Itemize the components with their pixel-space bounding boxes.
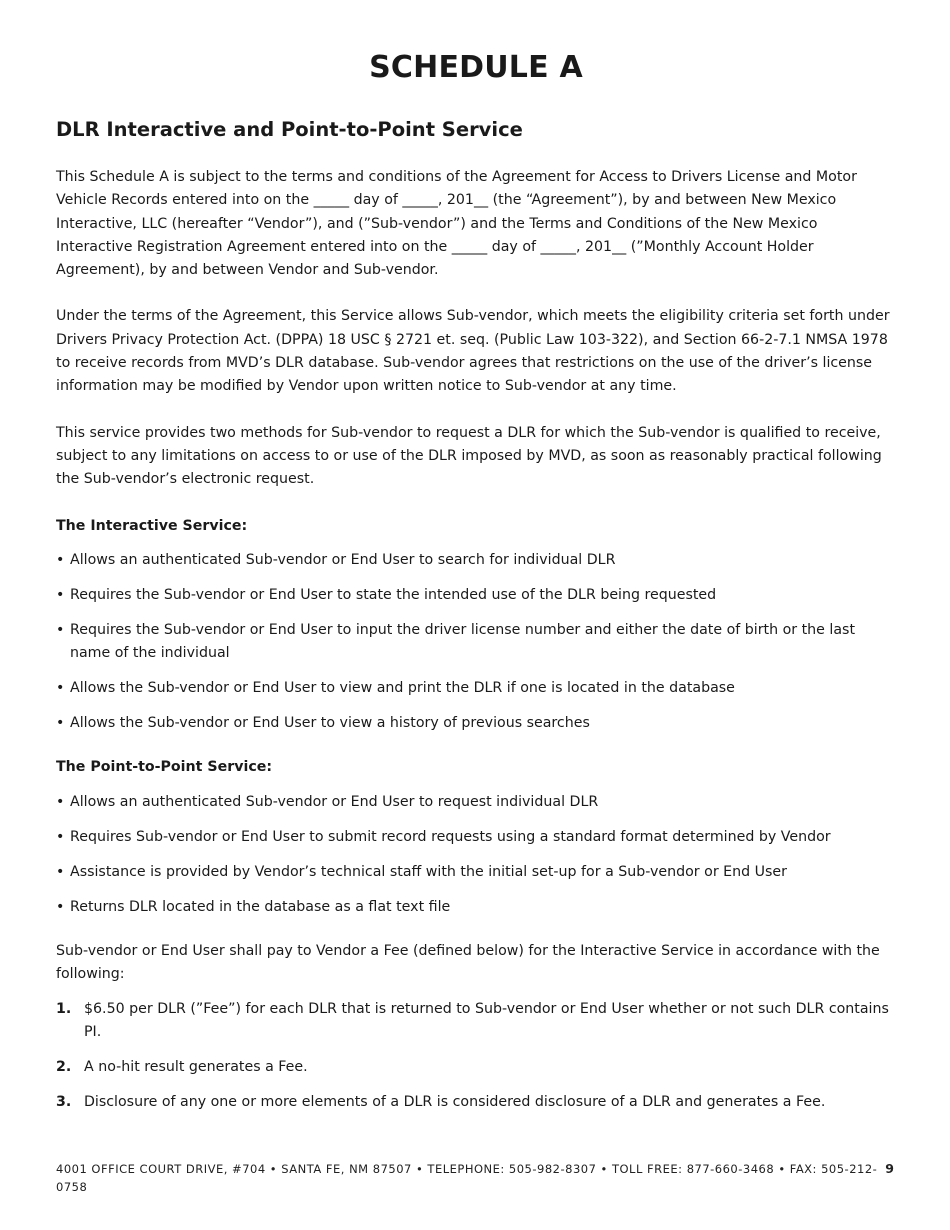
bullet-icon: • <box>56 793 65 810</box>
list-item-text: Allows an authenticated Sub-vendor or End User to search for individual DLR <box>70 551 616 568</box>
fee-list <box>56 998 898 1115</box>
terms-paragraph: Under the terms of the Agreement, this Service allows Sub-vendor, which meets the eligibility criteria set forth under Drivers Privacy Protection Act. (DPPA) 18 USC § 2721 et. seq. (Public Law 103-322), and Section 66-2-7.1 NMSA 1978 to receive records from MVD’s DLR database. Sub-vendor agrees that restrictions on the use of the driver’s license information may be modified by Vendor upon written notice to Sub-vendor at any time. <box>56 308 890 395</box>
intro-paragraph: This Schedule A is subject to the terms and conditions of the Agreement for Access to Drivers License and Motor Vehicle Records entered into on the _____ day of _____, 201__ (the “Agreement”), by and between New Mexico Interactive, LLC (hereafter “Vendor”), and (”Sub-vendor”) and the Terms and Conditions of the New Mexico Interactive Registration Agreement entered into on the _____ day of _____, 201__ (”Monthly Account Holder Agreement), by and between Vendor and Sub-vendor. <box>56 169 857 279</box>
list-item-text: Allows the Sub-vendor or End User to view and print the DLR if one is located in the database <box>70 680 735 697</box>
bullet-icon: • <box>56 586 65 603</box>
fee-item-text: $6.50 per DLR (”Fee”) for each DLR that is returned to Sub-vendor or End User whether or not such DLR contains PI. <box>84 1000 889 1040</box>
list-item <box>56 619 898 666</box>
fee-intro-paragraph: Sub-vendor or End User shall pay to Vendor a Fee (defined below) for the Interactive Service in accordance with the following: <box>56 942 880 983</box>
bullet-icon: • <box>56 828 65 845</box>
interactive-service-heading: The Interactive Service: <box>56 517 248 534</box>
interactive-service-list <box>56 549 898 736</box>
fee-item <box>56 1091 898 1114</box>
methods-paragraph: This service provides two methods for Sub-vendor to request a DLR for which the Sub-vendor is qualified to receive, subject to any limitations on access to or use of the DLR imposed by MVD, as soon as reasonably practical following the Sub-vendor’s electronic request. <box>56 424 882 488</box>
list-item <box>56 826 898 849</box>
fee-item-number: 3. <box>56 1093 72 1110</box>
list-item-text: Requires the Sub-vendor or End User to state the intended use of the DLR being requested <box>70 586 717 603</box>
list-item <box>56 677 898 700</box>
list-item <box>56 712 898 735</box>
page-number: 9 <box>885 1161 894 1176</box>
page-footer <box>56 1160 896 1194</box>
bullet-icon: • <box>56 863 65 880</box>
list-item-text: Allows an authenticated Sub-vendor or End User to request individual DLR <box>70 793 599 810</box>
list-item-text: Requires Sub-vendor or End User to submit record requests using a standard format determined by Vendor <box>70 828 831 845</box>
section-title: DLR Interactive and Point-to-Point Service <box>56 118 523 141</box>
list-item <box>56 896 898 919</box>
list-item <box>56 549 898 572</box>
bullet-icon: • <box>56 898 65 915</box>
bullet-icon: • <box>56 715 65 732</box>
bullet-icon: • <box>56 680 65 697</box>
fee-item-number: 2. <box>56 1058 72 1075</box>
point-to-point-service-heading: The Point-to-Point Service: <box>56 759 273 776</box>
fee-item-text: A no-hit result generates a Fee. <box>84 1058 308 1075</box>
fee-item-text: Disclosure of any one or more elements of a DLR is considered disclosure of a DLR and generates a Fee. <box>84 1093 826 1110</box>
list-item <box>56 861 898 884</box>
footer-address: 4001 OFFICE COURT DRIVE, #704 • SANTA FE, NM 87507 • TELEPHONE: 505-982-8307 • TOLL FREE: 877-660-3468 • FAX: 505-212-0758 <box>56 1162 878 1194</box>
list-item <box>56 584 898 607</box>
list-item-text: Requires the Sub-vendor or End User to input the driver license number and either the date of birth or the last name of the individual <box>70 621 856 662</box>
fee-item <box>56 998 898 1045</box>
bullet-icon: • <box>56 551 65 568</box>
document-body <box>56 166 898 1126</box>
list-item <box>56 791 898 814</box>
list-item-text: Allows the Sub-vendor or End User to view a history of previous searches <box>70 715 590 732</box>
point-to-point-service-list <box>56 791 898 919</box>
list-item-text: Assistance is provided by Vendor’s technical staff with the initial set-up for a Sub-vendor or End User <box>70 863 787 880</box>
bullet-icon: • <box>56 621 65 638</box>
fee-item <box>56 1056 898 1079</box>
fee-item-number: 1. <box>56 1000 72 1017</box>
list-item-text: Returns DLR located in the database as a flat text file <box>70 898 451 915</box>
page-title: SCHEDULE A <box>369 50 583 85</box>
